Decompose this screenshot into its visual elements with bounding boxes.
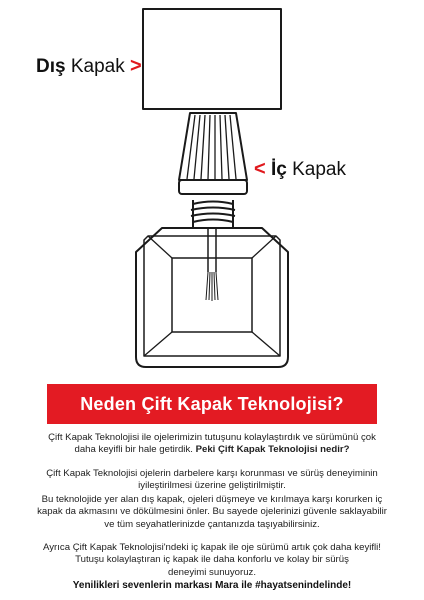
paragraph-intro: Çift Kapak Teknolojisi ile ojelerimizin tutuşunu kolaylaştırdık ve sürümünü çok daha keyifli bir hale getirdik. Peki Çift Kapak Teknolojisi nedir?: [48, 432, 376, 456]
headline-banner: [47, 384, 377, 424]
arrow-right-icon: >: [130, 55, 142, 77]
outer-cap-label: Dış Kapak >: [36, 55, 142, 77]
arrow-left-icon: <: [254, 158, 266, 180]
paragraph-benefits: Bu teknolojide yer alan dış kapak, ojeleri düşmeye ve kırılmaya karşı korurken iç kapak da akmasını ve dökülmesini önler. Bu sayede ojelerinizi güvenle saklayabilir ve tüm seyahatlerinizde çantanızda taşıyabilirsiniz.: [37, 494, 387, 530]
outer-cap-shape: [143, 9, 281, 109]
inner-cap-label: < İç Kapak: [254, 158, 346, 180]
inner-cap-shape: [179, 113, 247, 180]
intro-question: Peki Çift Kapak Teknolojisi nedir?: [195, 444, 350, 456]
paragraph-usage: Ayrıca Çift Kapak Teknolojisi'ndeki iç kapak ile oje sürümü artık çok daha keyifli! Tutuşu kolaylaştıran iç kapak ile daha konforlu ve kolay bir sürüş deneyimi sunuyoruz.: [43, 542, 381, 578]
bottle-neck-threads: [191, 200, 235, 228]
closing-slogan: Yenilikleri sevenlerin markası Mara ile #hayatsenindelinde!: [72, 580, 352, 591]
headline-title: Neden Çift Kapak Teknolojisi?: [80, 393, 344, 414]
paragraph-definition: Çift Kapak Teknolojisi ojelerin darbelere karşı korunması ve sürüş deneyiminin iyileştirilmesi üzerine geliştirilmiştir.: [46, 468, 378, 492]
